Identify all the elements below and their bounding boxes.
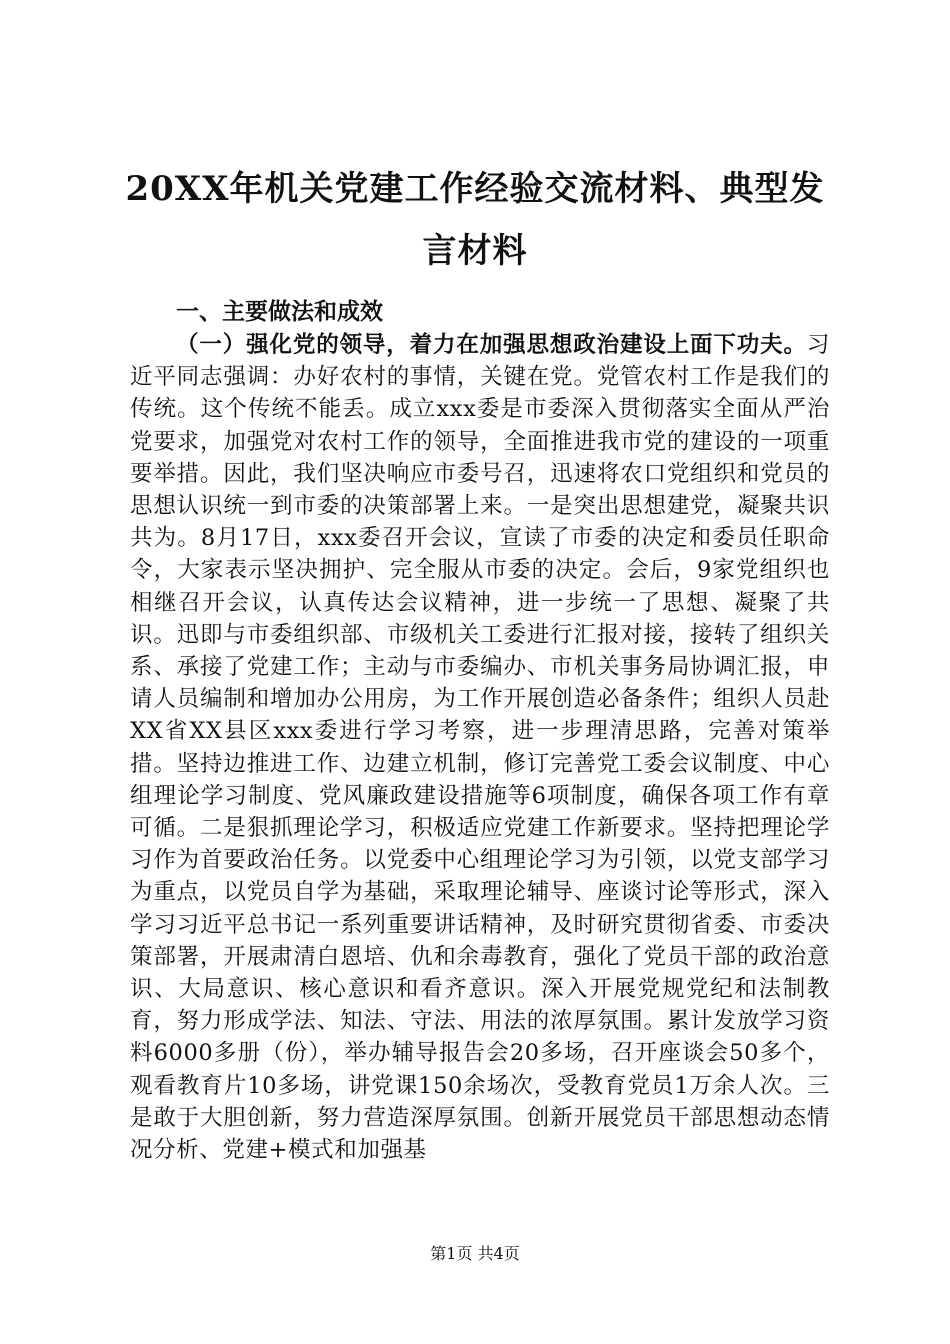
body-paragraph bbox=[130, 329, 830, 1166]
section-heading: 一、主要做法和成效 bbox=[176, 299, 383, 325]
page-footer: 第1页 共4页 bbox=[430, 1244, 520, 1263]
document-title: 20XX年机关党建工作经验交流材料、典型发言材料 bbox=[125, 169, 825, 271]
paragraph-lead: （一）强化党的领导，着力在加强思想政治建设上面下功夫。 bbox=[176, 332, 807, 358]
paragraph-body: 习近平同志强调：办好农村的事情，关键在党。党管农村工作是我们的传统。这个传统不能丢。成立xxx委是市委深入贯彻落实全面从严治党要求，加强党对农村工作的领导，全面推进我市党的建设的一项重要举措。因此，我们坚决响应市委号召，迅速将农口党组织和党员的思想认识统一到市委的决策部署上来。一是突出思想建党，凝聚共识共为。8月17日，xxx委召开会议，宣读了市委的决定和委员任职命令，大家表示坚决拥护、完全服从市委的决定。会后，9家党组织也相继召开会议，认真传达会议精神，进一步统一了思想、凝聚了共识。迅即与市委组织部、市级机关工委进行汇报对接，接转了组织关系、承接了党建工作；主动与市委编办、市机关事务局协调汇报，申请人员编制和增加办公用房，为工作开展创造必备条件；组织人员赴XX省XX县区xxx委进行学习考察，进一步理清思路，完善对策举措。坚持边推进工作、边建立机制，修订完善党工委会议制度、中心组理论学习制度、党风廉政建设措施等6项制度，确保各项工作有章可循。二是狠抓理论学习，积极适应党建工作新要求。坚持把理论学习作为首要政治任务。以党委中心组理论学习为引领，以党支部学习为重点，以党员自学为基础，采取理论辅导、座谈讨论等形式，深入学习习近平总书记一系列重要讲话精神，及时研究贯彻省委、市委决策部署，开展肃清白恩培、仇和余毒教育，强化了党员干部的政治意识、大局意识、核心意识和看齐意识。深入开展党规党纪和法制教育，努力形成学法、知法、守法、用法的浓厚氛围。累计发放学习资料6000多册（份），举办辅导报告会20多场，召开座谈会50多个，观看教育片10多场，讲党课150余场次，受教育党员1万余人次。三是敢于大胆创新，努力营造深厚氛围。创新开展党员干部思想动态情况分析、党建+模式和加强基 bbox=[130, 332, 830, 1164]
